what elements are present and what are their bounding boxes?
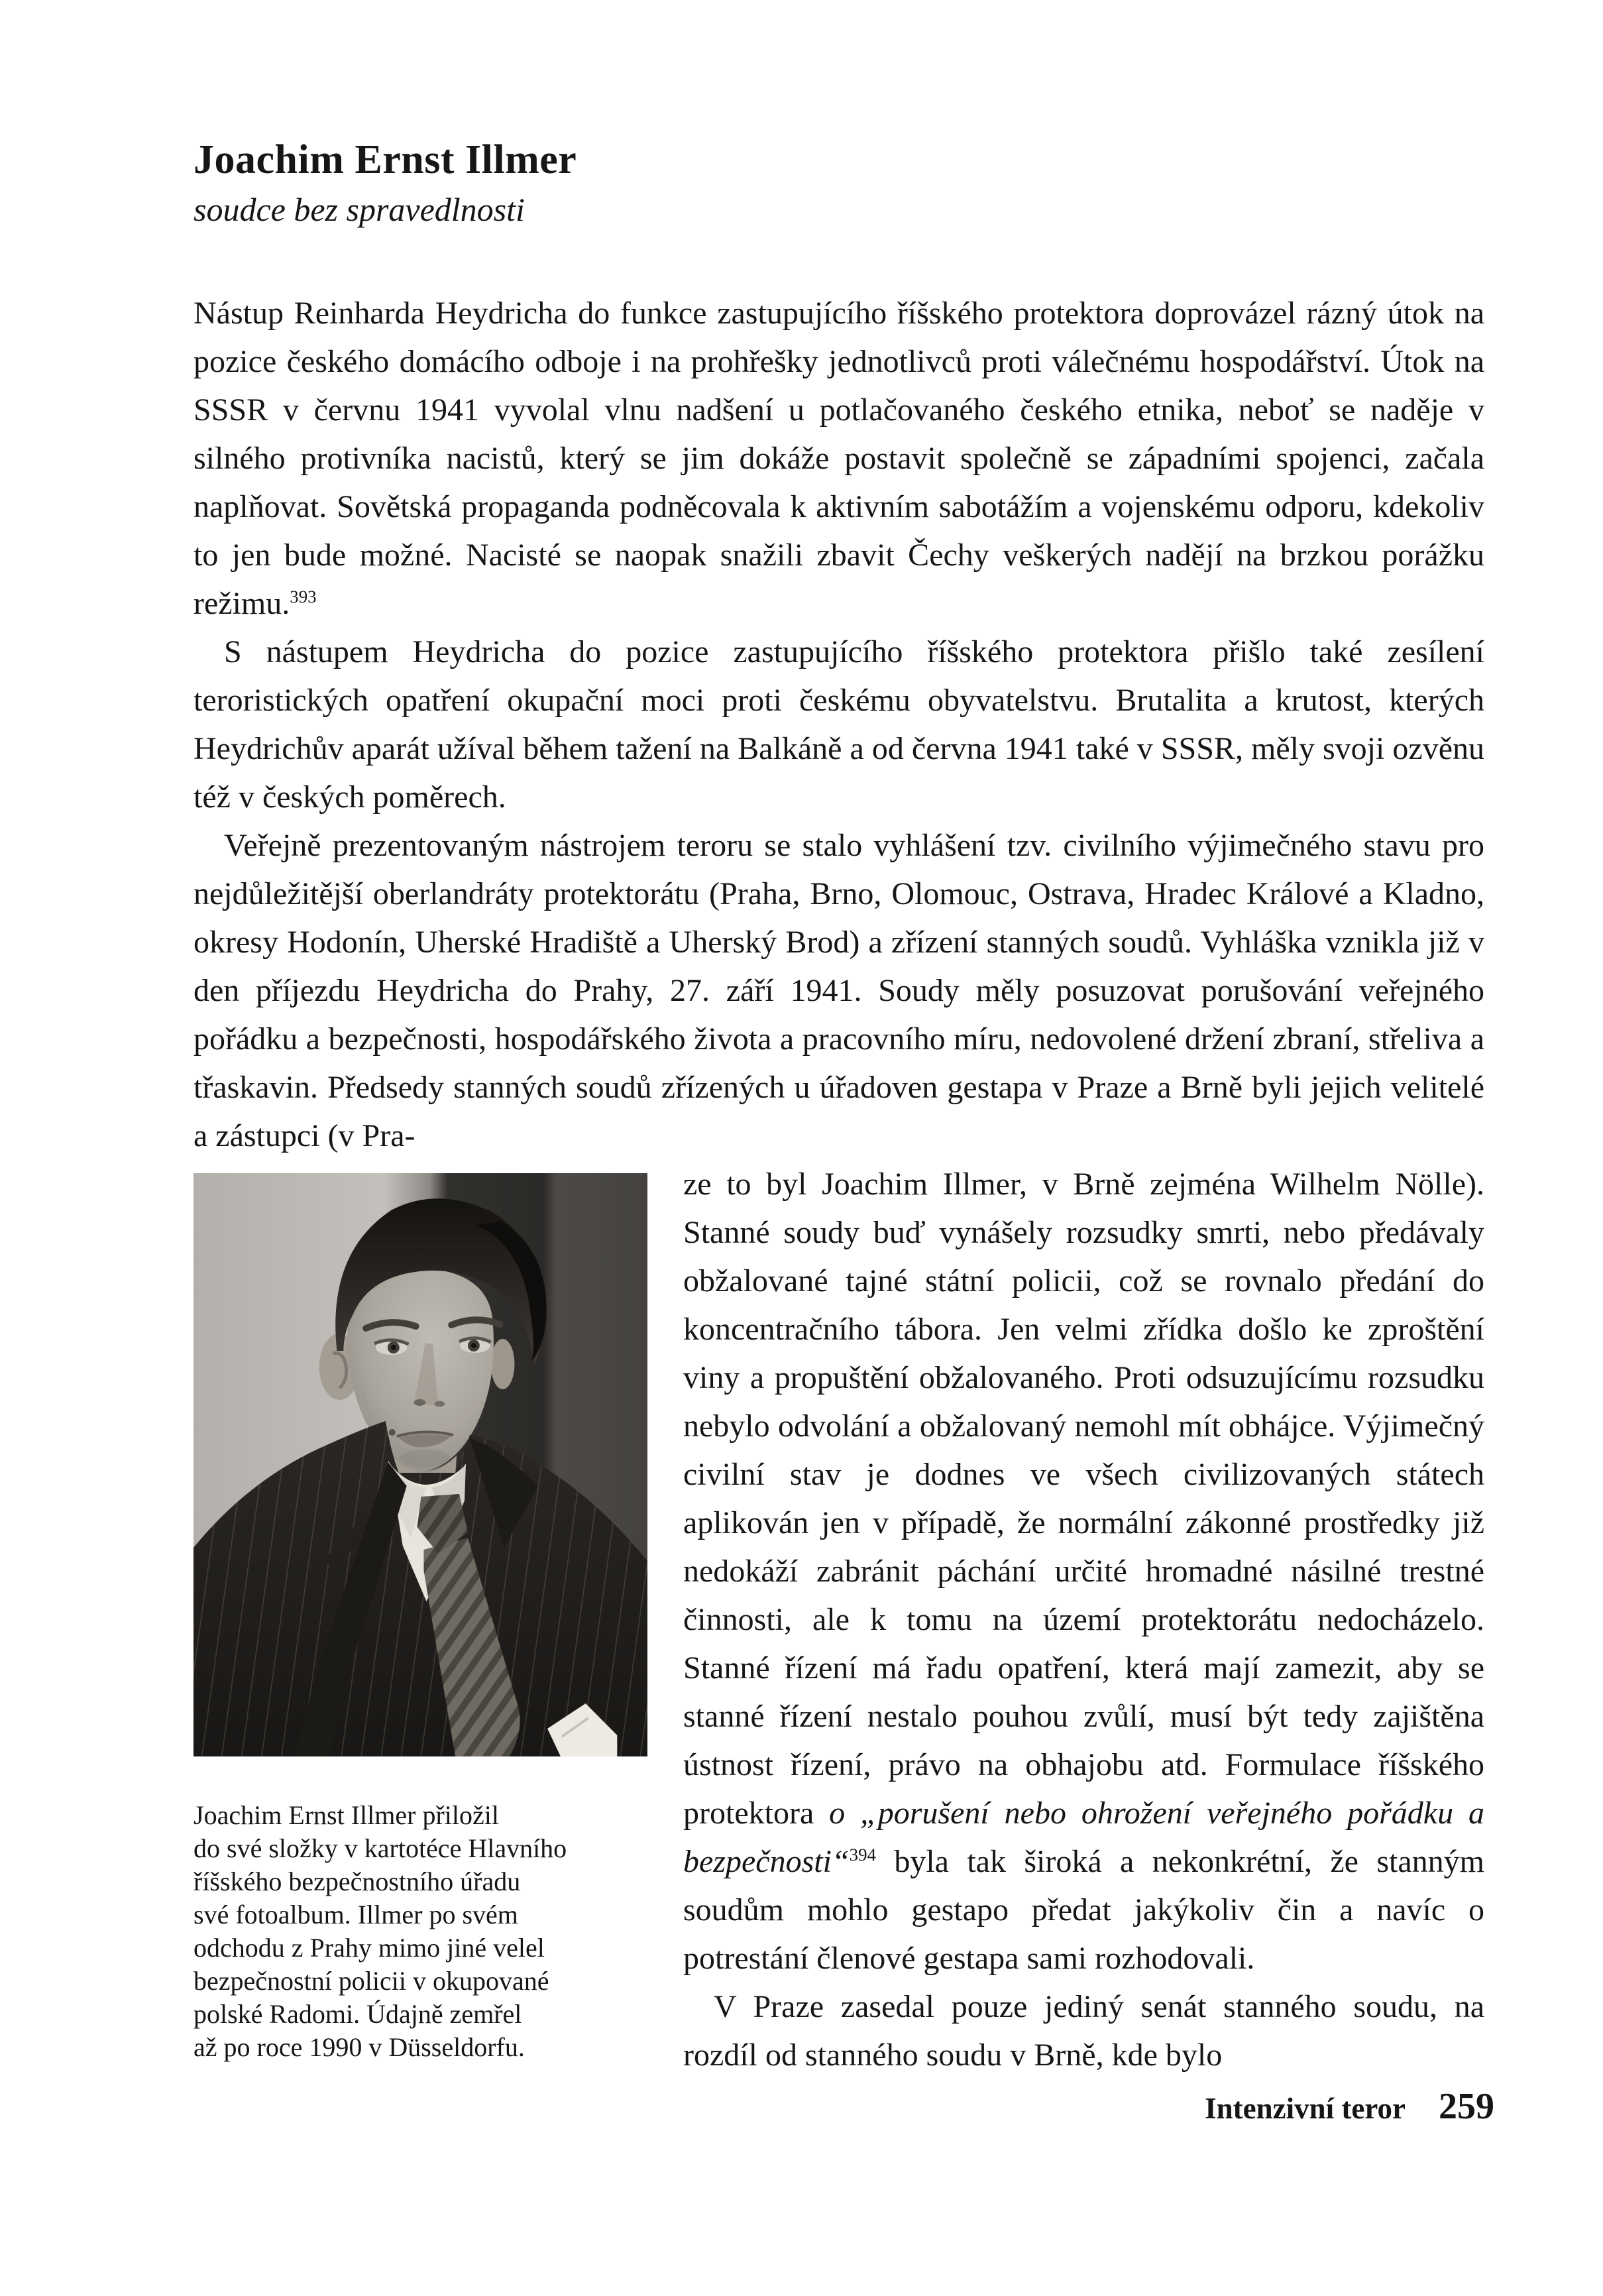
caption-line: odchodu z Prahy mimo jiné velel	[193, 1932, 545, 1963]
caption-line: až po roce 1990 v Düsseldorfu.	[193, 2032, 525, 2062]
text-run: S nástupem Heydricha do pozice zastupujícího říšského protektora přišlo také zesílení teroristických opatření okupační moci proti českému obyvatelstvu. Brutalita a krutost, kterých Heydrichův aparát užíval během tažení na Balkáně a od června 1941 také v SSSR, měly svoji ozvěnu též v českých poměrech.	[193, 634, 1484, 815]
running-footer	[1205, 2085, 1494, 2128]
text-run: byla tak široká a nekonkrétní, že stanným soudům mohlo gestapo předat jakýkoliv čin a navíc o potrestání členové gestapa sami rozhodovali.	[683, 1843, 1484, 1976]
caption-line: Joachim Ernst Illmer přiložil	[193, 1800, 499, 1830]
text-run: Veřejně prezentovaným nástrojem teroru se stalo vyhlášení tzv. civilního výjimečného stavu pro nejdůležitější oberlandráty protektorátu (Praha, Brno, Olomouc, Ostrava, Hradec Králové a Kladno, okresy Hodonín, Uherské Hradiště a Uherský Brod) a zřízení stanných soudů. Vyhláška vznikla již v den příjezdu Heydricha do Prahy, 27. září 1941. Soudy měly posuzovat porušování veřejného pořádku a bezpečnosti, hospodářského života a pracovního míru, nedovolené držení zbraní, střeliva a třaskavin. Předsedy stanných soudů zřízených u úřadoven gestapa v Praze a Brně byli jejich velitelé a zástupci (v Pra-	[193, 827, 1484, 1153]
footer-section-label: Intenzivní teror	[1205, 2092, 1406, 2125]
chapter-subtitle: soudce bez spravedlnosti	[193, 190, 525, 228]
photo-caption	[193, 1799, 647, 2064]
portrait-figure	[193, 1173, 647, 2064]
page-number: 259	[1439, 2086, 1494, 2127]
footnote-reference: 394	[849, 1844, 876, 1865]
footnote-reference: 393	[290, 586, 317, 606]
chapter-title: Joachim Ernst Illmer	[193, 137, 577, 182]
caption-line: polské Radomi. Údajně zemřel	[193, 1998, 522, 2029]
paragraph	[193, 821, 1484, 1160]
text-run: ze to byl Joachim Illmer, v Brně zejména Wilhelm Nölle). Stanné soudy buď vynášely rozsudky smrti, nebo předávaly obžalované tajné státní policii, což se rovnalo předání do koncentračního tábora. Jen velmi zřídka došlo ke zproštění viny a propuštění obžalovaného. Proti odsuzujícímu rozsudku nebylo odvolání a obžalovaný nemohl mít obhájce. Výjimečný civilní stav je dodnes ve všech civilizovaných státech aplikován jen v případě, že normální zákonné prostředky již nedokáží zabránit páchání určité hromadné násilné trestné činnosti, ale k tomu na území protektorátu nedocházelo. Stanné řízení má řadu opatření, která mají zamezit, aby se stanné řízení nestalo pouhou zvůlí, musí být tedy zajištěna ústnost řízení, právo na obhajobu atd. Formulace říšského protektora	[683, 1166, 1484, 1831]
caption-line: do své složky v kartotéce Hlavního	[193, 1833, 567, 1863]
caption-line: říšského bezpečnostního úřadu	[193, 1866, 521, 1896]
body-text	[193, 289, 1484, 2079]
text-run: o „porušení nebo ohrožení veřejného pořádku a bezpečnosti“	[683, 1795, 1485, 1879]
caption-line: bezpečnostní policii v okupované	[193, 1965, 549, 1996]
paragraph	[193, 289, 1484, 628]
page-content	[193, 138, 1484, 2079]
paragraph	[193, 628, 1484, 821]
text-run: V Praze zasedal pouze jediný senát stanného soudu, na rozdíl od stanného soudu v Brně, kde bylo	[683, 1988, 1484, 2073]
portrait-photo	[193, 1173, 647, 1756]
text-run: Nástup Reinharda Heydricha do funkce zastupujícího říšského protektora doprovázel rázný útok na pozice českého domácího odboje i na prohřešky jednotlivců proti válečnému hospodářství. Útok na SSSR v červnu 1941 vyvolal vlnu nadšení u potlačovaného českého etnika, neboť se naděje v silného protivníka nacistů, který se jim dokáže postavit společně se západními spojenci, začala naplňovat. Sovětská propaganda podněcovala k aktivním sabotážím a vojenskému odporu, kdekoliv to jen bude možné. Nacisté se naopak snažili zbavit Čechy veškerých nadějí na brzkou porážku režimu.	[193, 295, 1484, 621]
paragraphs-before-figure	[193, 289, 1484, 1160]
caption-line: své fotoalbum. Illmer po svém	[193, 1899, 518, 1929]
